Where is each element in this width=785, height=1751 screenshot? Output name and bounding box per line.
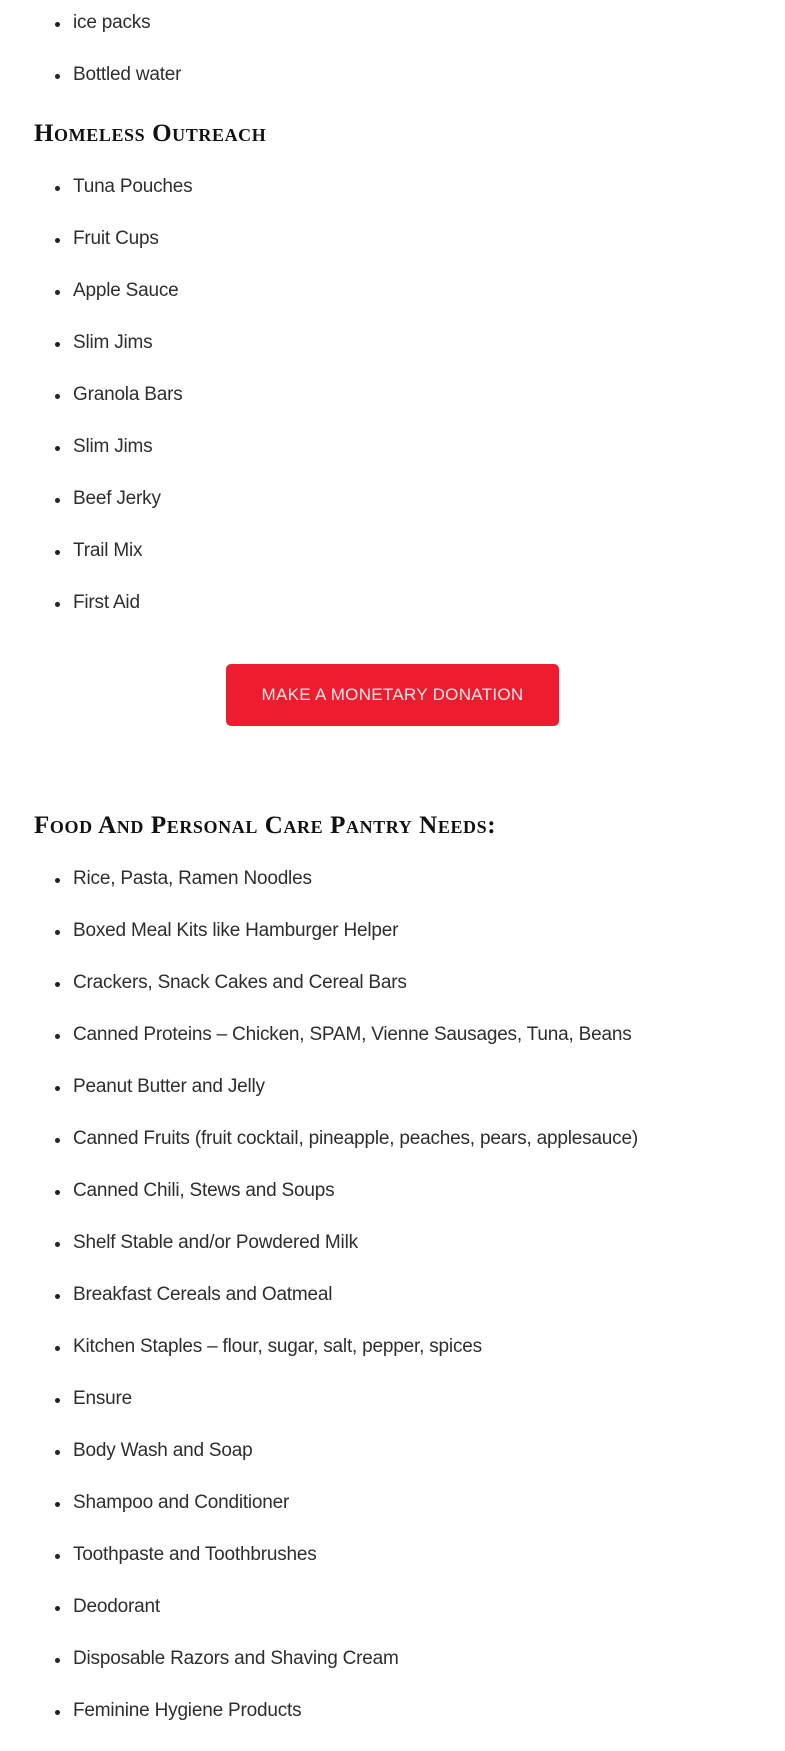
pantry-needs-list (0, 867, 638, 1751)
list-item: Beef Jerky (0, 487, 192, 539)
section-heading-pantry-needs: Food And Personal Care Pantry Needs: (34, 812, 497, 839)
list-item: Body Wash and Soap (0, 1439, 638, 1491)
list-item: Slim Jims (0, 331, 192, 383)
list-item: Feminine Hygiene Products (0, 1699, 638, 1751)
list-item: First Aid (0, 591, 192, 643)
list-item: Rice, Pasta, Ramen Noodles (0, 867, 638, 919)
list-item: Peanut Butter and Jelly (0, 1075, 638, 1127)
list-item: Granola Bars (0, 383, 192, 435)
monetary-donation-button[interactable]: MAKE A MONETARY DONATION (226, 664, 559, 726)
list-item: Shampoo and Conditioner (0, 1491, 638, 1543)
list-item: Trail Mix (0, 539, 192, 591)
supplies-list (0, 11, 181, 115)
list-item: Tuna Pouches (0, 175, 192, 227)
list-item: Apple Sauce (0, 279, 192, 331)
homeless-outreach-list (0, 175, 192, 643)
list-item: Shelf Stable and/or Powdered Milk (0, 1231, 638, 1283)
list-item: Fruit Cups (0, 227, 192, 279)
list-item: Canned Chili, Stews and Soups (0, 1179, 638, 1231)
list-item: Boxed Meal Kits like Hamburger Helper (0, 919, 638, 971)
list-item: Disposable Razors and Shaving Cream (0, 1647, 638, 1699)
list-item: Toothpaste and Toothbrushes (0, 1543, 638, 1595)
list-item: Canned Proteins – Chicken, SPAM, Vienne Sausages, Tuna, Beans (0, 1023, 638, 1075)
list-item: Ensure (0, 1387, 638, 1439)
list-item: Deodorant (0, 1595, 638, 1647)
list-item: Canned Fruits (fruit cocktail, pineapple, peaches, pears, applesauce) (0, 1127, 638, 1179)
list-item: Kitchen Staples – flour, sugar, salt, pepper, spices (0, 1335, 638, 1387)
list-item: Bottled water (0, 63, 181, 115)
list-item: Breakfast Cereals and Oatmeal (0, 1283, 638, 1335)
section-heading-homeless-outreach: Homeless Outreach (34, 120, 267, 147)
list-item: ice packs (0, 11, 181, 63)
list-item: Crackers, Snack Cakes and Cereal Bars (0, 971, 638, 1023)
list-item: Slim Jims (0, 435, 192, 487)
